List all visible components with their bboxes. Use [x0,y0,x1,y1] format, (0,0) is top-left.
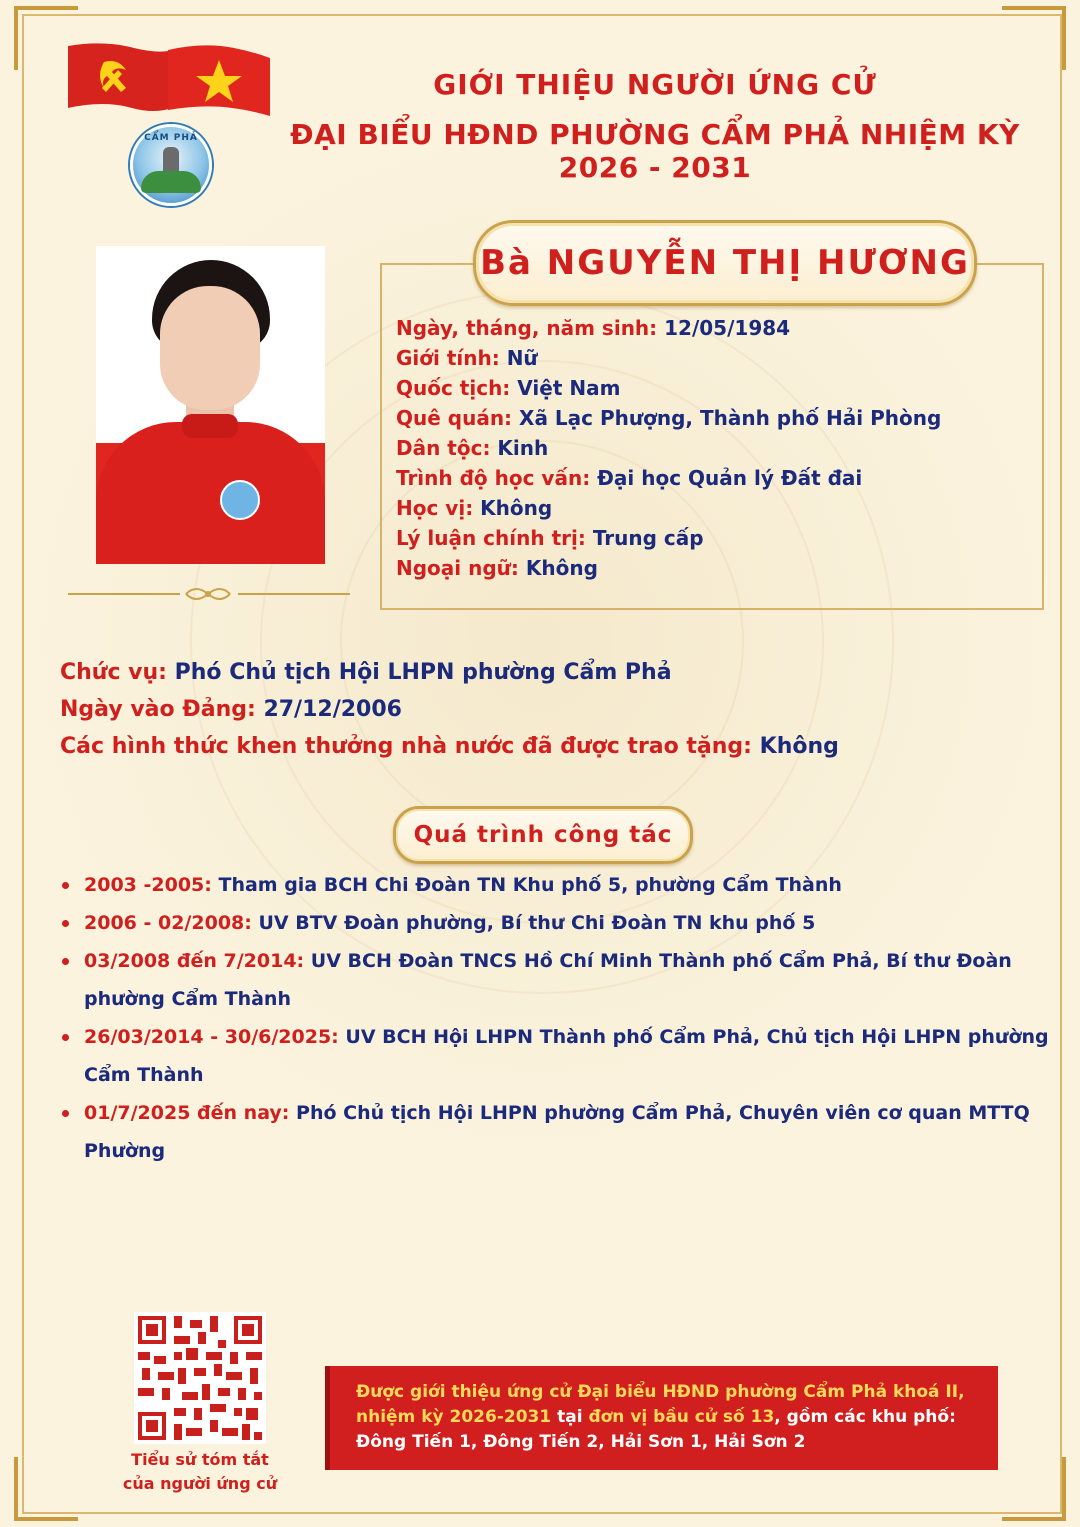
career-period: 2006 - 02/2008: [84,912,259,934]
photo-badge [220,480,260,520]
candidate-photo [96,246,325,564]
awards-label: Các hình thức khen thưởng nhà nước đã được trao tặng: [60,734,760,759]
bullet-icon [62,882,69,889]
info-value: Xã Lạc Phượng, Thành phố Hải Phòng [519,406,942,430]
qr-code-icon[interactable] [134,1312,266,1444]
info-value: Việt Nam [517,376,621,400]
info-row-hometown [396,403,1036,433]
info-row-foreign-language [396,553,1036,583]
header-title-line2: ĐẠI BIỂU HĐND PHƯỜNG CẨM PHẢ NHIỆM KỲ 2026 - 2031 [290,118,1020,184]
bullet-icon [62,1034,69,1041]
frame-corner [1002,1457,1066,1521]
logo-hill [141,171,201,193]
unit-line-3: Đông Tiến 1, Đông Tiến 2, Hải Sơn 1, Hải Sơn 2 [356,1432,806,1452]
unit-term: nhiệm kỳ 2026-2031 [356,1407,558,1427]
position-row [60,654,1020,691]
career-desc: Phó Chủ tịch Hội LHPN phường Cẩm Phả, Chuyên viên cơ quan MTTQ Phường [84,1102,1030,1162]
info-value: Kinh [497,436,549,460]
frame-corner [14,1457,78,1521]
career-period: 01/7/2025 đến nay: [84,1102,297,1124]
photo-face [160,286,260,410]
position-info [60,654,1020,765]
personal-info-list [396,313,1036,583]
ornament-divider-icon [68,584,350,604]
info-value: Không [480,496,553,520]
career-item [62,942,1052,1018]
info-row-degree [396,493,1036,523]
bullet-icon [62,920,69,927]
career-desc: UV BCH Đoàn TNCS Hồ Chí Minh Thành phố Cẩm Phả, Bí thư Đoàn phường Cẩm Thành [84,950,1012,1010]
party-date-label: Ngày vào Đảng: [60,697,264,722]
party-date-row [60,691,1020,728]
career-item [62,1094,1052,1170]
career-desc: Tham gia BCH Chi Đoàn TN Khu phố 5, phường Cẩm Thành [218,874,842,896]
unit-at: tại [557,1407,589,1427]
candidate-name: Bà NGUYỄN THỊ HƯƠNG [480,243,970,283]
career-section-title [393,806,693,864]
bullet-icon [62,1110,69,1117]
career-desc: UV BTV Đoàn phường, Bí thư Chi Đoàn TN khu phố 5 [258,912,816,934]
info-label: Quê quán: [396,406,520,430]
career-item [62,904,1052,942]
info-value: Nữ [506,346,538,370]
career-list [62,866,1052,1170]
career-desc: UV BCH Hội LHPN Thành phố Cẩm Phả, Chủ tịch Hội LHPN phường Cẩm Thành [84,1026,1049,1086]
unit-number: đơn vị bầu cử số 13 [588,1407,775,1427]
career-period: 26/03/2014 - 30/6/2025: [84,1026,346,1048]
qr-caption-line2: của người ứng cử [122,1474,278,1493]
career-item [62,1018,1052,1094]
info-value: Trung cấp [592,526,704,550]
info-row-gender [396,343,1036,373]
qr-caption-line1: Tiểu sử tóm tắt [131,1450,269,1469]
career-period: 03/2008 đến 7/2014: [84,950,311,972]
info-value: Đại học Quản lý Đất đai [597,466,863,490]
info-row-birthdate [396,313,1036,343]
awards-value: Không [759,734,839,759]
info-label: Lý luận chính trị: [396,526,593,550]
qr-caption [110,1448,290,1496]
info-label: Ngày, tháng, năm sinh: [396,316,665,340]
candidate-name-plate [473,220,977,306]
header-title-line1: GIỚI THIỆU NGƯỜI ỨNG CỬ [433,68,877,101]
info-row-education [396,463,1036,493]
career-item [62,866,1052,904]
info-row-political-theory [396,523,1036,553]
unit-line-1: Được giới thiệu ứng cử Đại biểu HĐND phường Cẩm Phả khoá II, [356,1382,965,1402]
photo-shirt [96,422,325,564]
position-value: Phó Chủ tịch Hội LHPN phường Cẩm Phả [174,660,672,685]
logo-text: CẨM PHẢ [144,133,198,143]
info-label: Quốc tịch: [396,376,518,400]
cam-pha-logo-icon [130,124,212,206]
info-value: Không [525,556,598,580]
election-unit-box [325,1366,998,1470]
career-title-text: Quá trình công tác [413,822,673,848]
info-label: Trình độ học vấn: [396,466,598,490]
info-row-nationality [396,373,1036,403]
position-label: Chức vụ: [60,660,175,685]
awards-row [60,728,1020,765]
unit-includes: , gồm các khu phố: [774,1407,956,1427]
unit-line-2 [356,1405,974,1430]
bullet-icon [62,958,69,965]
party-date-value: 27/12/2006 [263,697,402,722]
info-label: Học vị: [396,496,481,520]
party-and-national-flag-icon [64,38,274,118]
frame-corner [1002,6,1066,70]
info-value: 12/05/1984 [664,316,791,340]
career-period: 2003 -2005: [84,874,219,896]
photo-collar [182,414,238,438]
info-row-ethnicity [396,433,1036,463]
info-label: Dân tộc: [396,436,498,460]
info-label: Ngoại ngữ: [396,556,526,580]
info-label: Giới tính: [396,346,507,370]
